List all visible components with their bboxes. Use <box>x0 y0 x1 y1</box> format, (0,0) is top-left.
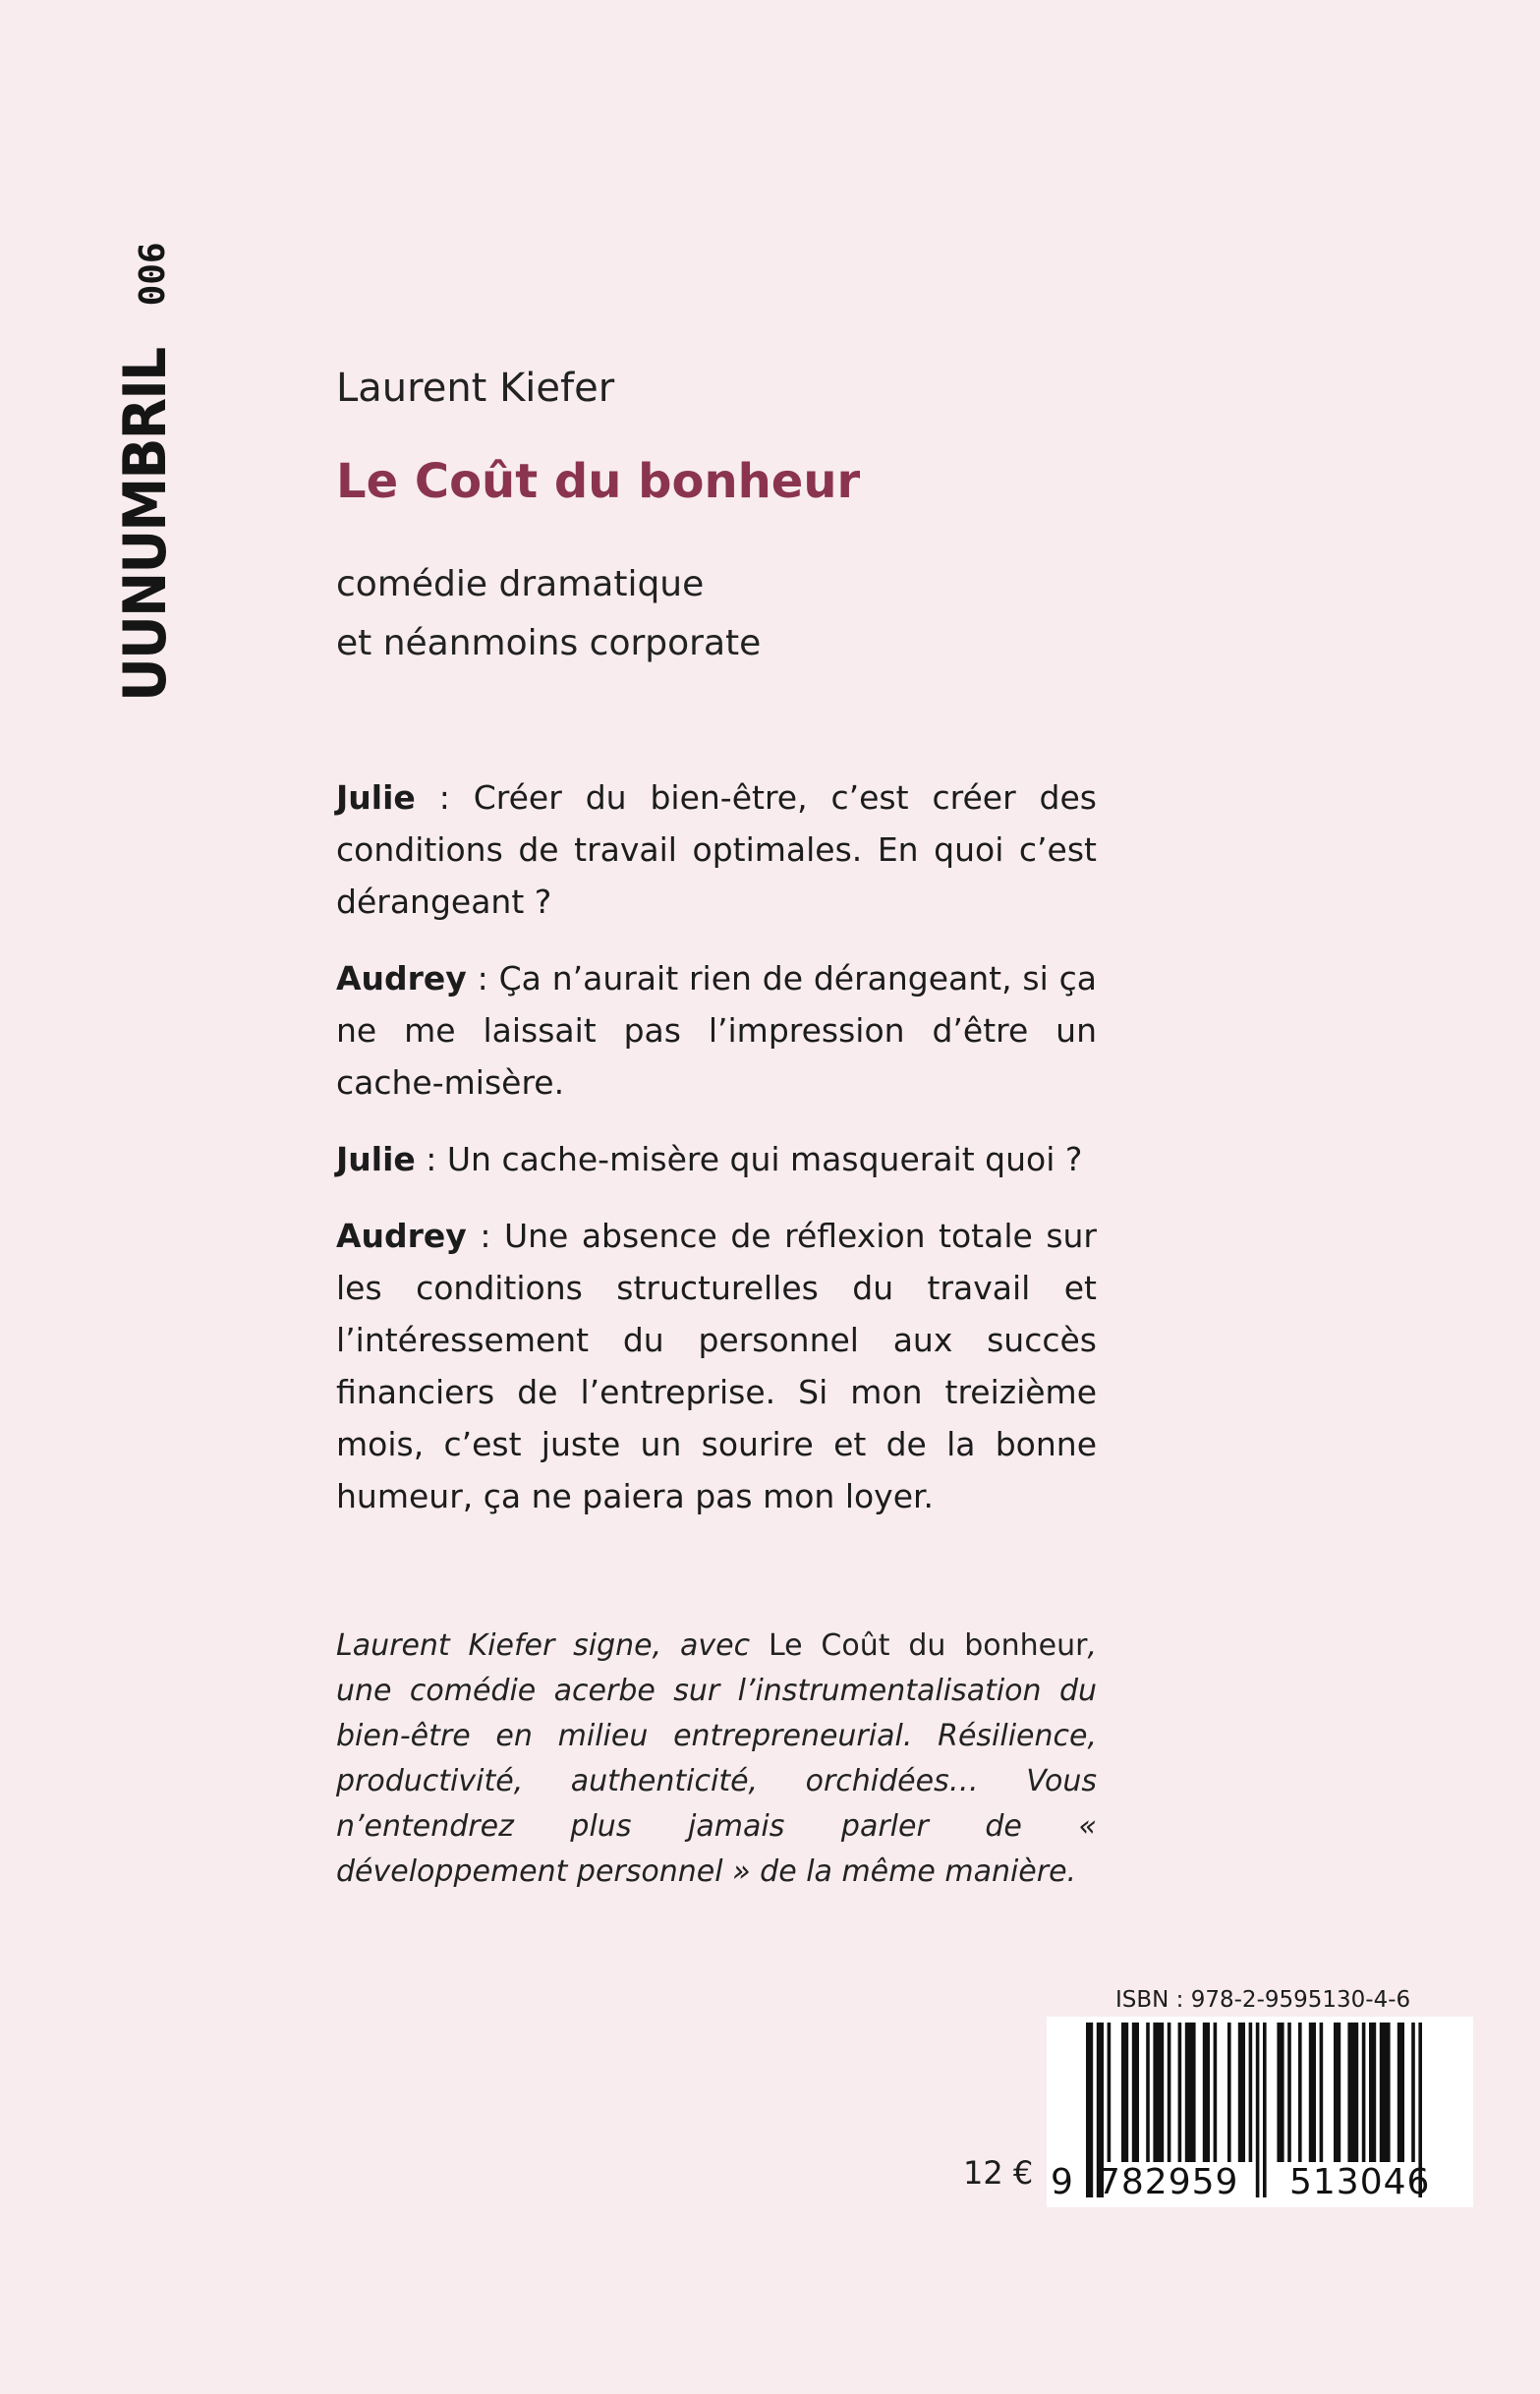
barcode-bar-18 <box>1287 2023 1291 2162</box>
dialogue-line <box>336 952 1097 1109</box>
blurb-book-title: Le Coût du bonheur <box>768 1628 1088 1663</box>
barcode-bar-20 <box>1309 2023 1316 2162</box>
back-cover-blurb <box>336 1624 1097 1895</box>
barcode-bar-19 <box>1298 2023 1302 2162</box>
dialogue-text: : Ça n’aurait rien de dérangeant, si ça ne me laissait pas l’impression d’être un cache-misère. <box>336 959 1097 1102</box>
subtitle-line-1: comédie dramatique <box>336 564 705 604</box>
barcode-bar-4 <box>1132 2023 1139 2162</box>
dialogue-text: : Une absence de réflexion totale sur les conditions structurelles du travail et l’intéressement du personnel aux succès financiers de l’entreprise. Si mon treizième mois, c’est juste un sourire et de la bonne humeur, ça ne paiera pas mon loyer. <box>336 1217 1097 1515</box>
spine-label <box>111 242 180 702</box>
barcode-first-digit: 9 <box>1051 2162 1073 2202</box>
speaker-name: Julie <box>336 1140 416 1178</box>
dialogue-line <box>336 771 1097 928</box>
barcode-bar-28 <box>1411 2023 1415 2162</box>
barcode-bar-8 <box>1178 2023 1182 2162</box>
barcode-bar-9 <box>1185 2023 1196 2162</box>
dialogue-excerpt <box>336 771 1097 1547</box>
barcode-bar-24 <box>1362 2023 1366 2162</box>
dialogue-text: : Créer du bien-être, c’est créer des conditions de travail optimales. En quoi c’est dérangeant ? <box>336 778 1097 921</box>
isbn-label: ISBN : 978-2-9595130-4-6 <box>1115 1987 1411 2013</box>
barcode-bar-21 <box>1320 2023 1324 2162</box>
barcode-bar-23 <box>1347 2023 1358 2162</box>
dialogue-line <box>336 1133 1097 1185</box>
speaker-name: Julie <box>336 778 416 817</box>
barcode-bar-14 <box>1249 2023 1253 2162</box>
barcode-bar-13 <box>1238 2023 1245 2162</box>
barcode-bar-2 <box>1108 2023 1112 2162</box>
price-label: 12 € <box>963 2154 1034 2192</box>
collection-number: 006 <box>133 242 173 307</box>
barcode-bar-12 <box>1227 2023 1231 2162</box>
dialogue-text: : Un cache-misère qui masquerait quoi ? <box>415 1140 1083 1178</box>
book-subtitle <box>336 555 761 673</box>
barcode-bar-25 <box>1369 2023 1376 2162</box>
blurb-part-2: , une comédie acerbe sur l’instrumentalisation du bien-être en milieu entrepreneurial. Résilience, productivité, authenticité, orchidées… Vous n’entendrez plus jamais parler de « développement personnel » de la même manière. <box>336 1628 1097 1889</box>
barcode-bar-22 <box>1334 2023 1340 2162</box>
barcode-right-group: 513046 <box>1289 2162 1431 2202</box>
barcode-bar-3 <box>1121 2023 1128 2162</box>
barcode-bar-17 <box>1277 2023 1283 2162</box>
barcode-bar-26 <box>1380 2023 1391 2162</box>
barcode-digits <box>1047 2162 1473 2201</box>
speaker-name: Audrey <box>336 959 467 998</box>
author-name: Laurent Kiefer <box>336 366 615 411</box>
barcode-bar-6 <box>1153 2023 1164 2162</box>
barcode-bar-11 <box>1214 2023 1218 2162</box>
barcode-bar-7 <box>1168 2023 1171 2162</box>
publisher-brand: UUNUMBRIL <box>111 348 180 702</box>
barcode-bar-5 <box>1146 2023 1150 2162</box>
speaker-name: Audrey <box>336 1217 467 1255</box>
barcode-bar-10 <box>1203 2023 1210 2162</box>
dialogue-line <box>336 1210 1097 1522</box>
barcode <box>1047 2017 1473 2207</box>
book-title: Le Coût du bonheur <box>336 454 861 509</box>
blurb-part-1: Laurent Kiefer signe, avec <box>336 1628 769 1663</box>
subtitle-line-2: et néanmoins corporate <box>336 623 762 663</box>
barcode-left-group: 782959 <box>1098 2162 1239 2202</box>
barcode-bar-27 <box>1397 2023 1404 2162</box>
